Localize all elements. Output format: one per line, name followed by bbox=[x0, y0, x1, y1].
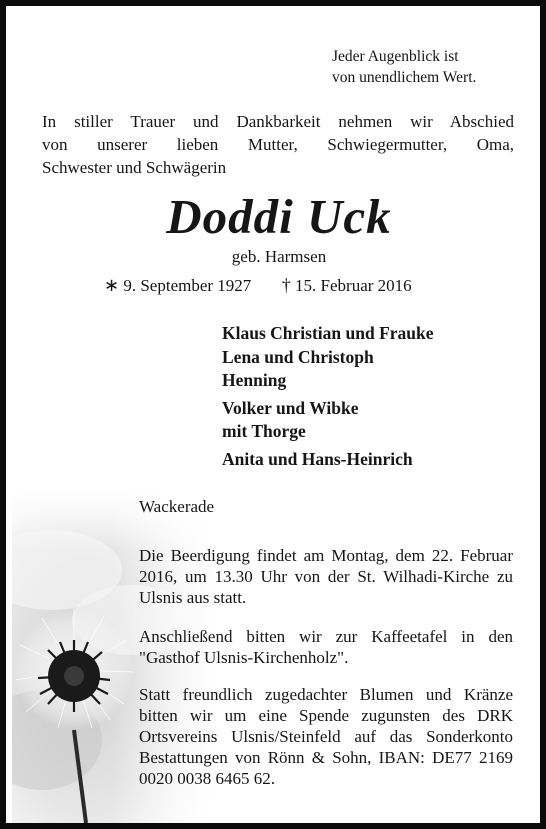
family-member: Lena und Christoph bbox=[222, 346, 374, 367]
family-member: Anita und Hans-Heinrich bbox=[222, 448, 413, 469]
death-cross-icon: † bbox=[281, 275, 291, 295]
intro-line: Schwester und Schwägerin bbox=[42, 158, 227, 177]
family-group bbox=[222, 397, 522, 444]
family-member: mit Thorge bbox=[222, 421, 306, 441]
birth-date: 9. September 1927 bbox=[123, 276, 252, 295]
intro-line: In stiller Trauer und Dankbarkeit nehmen wir Abschied bbox=[42, 112, 514, 131]
family-group bbox=[222, 322, 522, 393]
deceased-name: Doddi Uck bbox=[166, 189, 392, 244]
birth-star-icon: ∗ bbox=[104, 275, 120, 295]
maiden-name: geb. Harmsen bbox=[231, 247, 327, 266]
motto-line: von unendlichem Wert. bbox=[332, 69, 477, 86]
coffee-invitation: Anschließend bitten wir zur Kaffeetafel in den "Gasthof Ulsnis-Kirchenholz". bbox=[139, 627, 513, 667]
intro-line: von unserer lieben Mutter, Schwiegermutter, Oma, bbox=[42, 135, 514, 154]
place-name: Wackerade bbox=[139, 497, 215, 516]
donation-request: Statt freundlich zugedachter Blumen und Kränze bitten wir um eine Spende zugunsten des DRK Ortsvereins Ulsnis/Steinfeld auf das Sonderkonto Bestattungen von Rönn & Sohn, IBAN: DE77 2169 0020 0038 6465 62. bbox=[139, 685, 513, 788]
family-group bbox=[222, 448, 522, 472]
intro-text bbox=[42, 110, 514, 179]
family-member: Volker und Wibke bbox=[222, 397, 359, 418]
motto-line: Jeder Augenblick ist bbox=[332, 48, 459, 65]
family-member: Henning bbox=[222, 370, 287, 390]
motto-quote bbox=[332, 46, 532, 88]
family-list bbox=[222, 322, 522, 473]
family-member: Klaus Christian und Frauke bbox=[222, 323, 434, 343]
life-dates bbox=[104, 274, 504, 297]
funeral-info: Die Beerdigung findet am Montag, dem 22. Februar 2016, um 13.30 Uhr von der St. Wilhadi-Kirche zu Ulsnis aus statt. bbox=[139, 546, 513, 607]
death-date: 15. Februar 2016 bbox=[295, 276, 412, 295]
